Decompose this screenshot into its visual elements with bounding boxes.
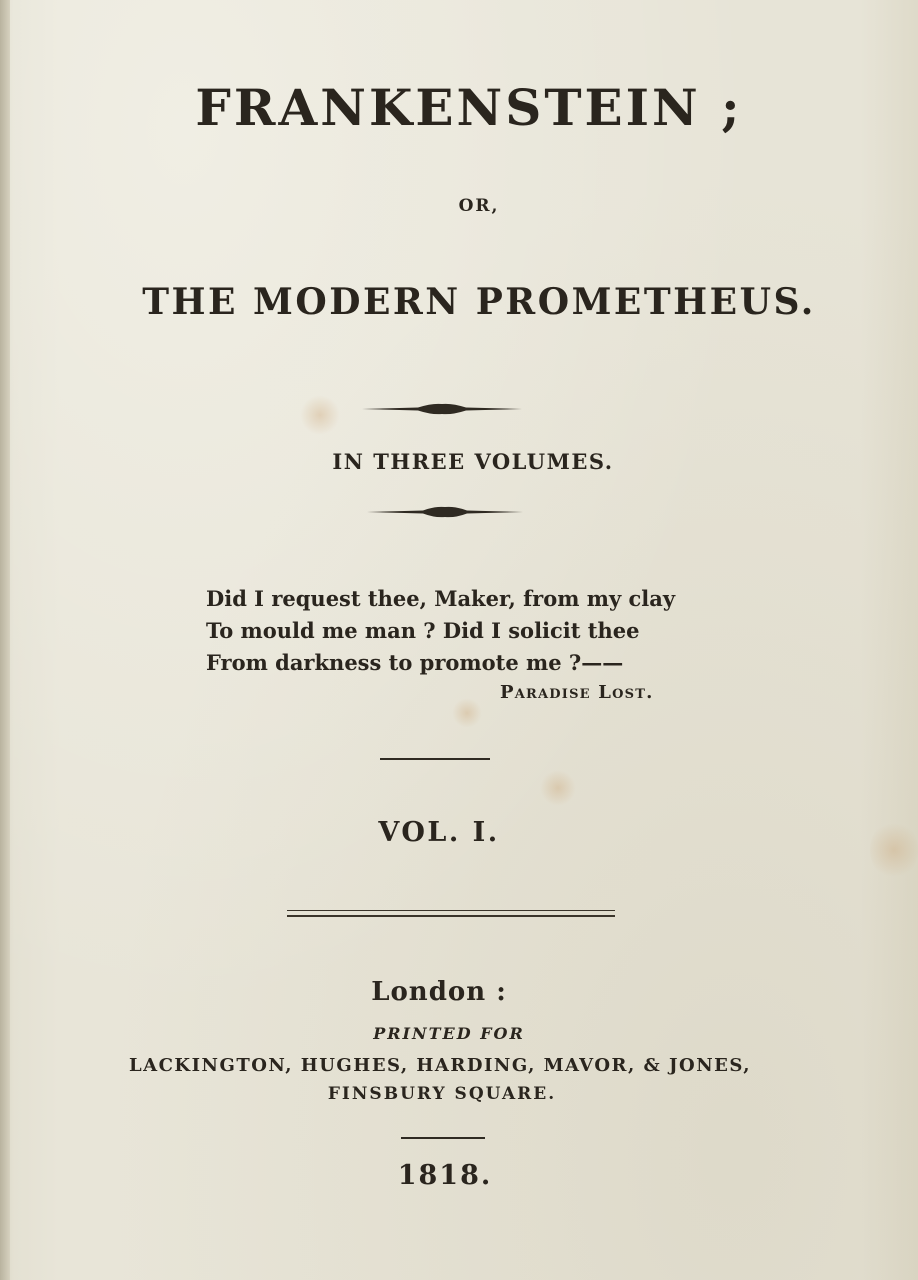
publishers: LACKINGTON, HUGHES, HARDING, MAVOR, & JONES, — [128, 1055, 752, 1076]
epigraph-line: From darkness to promote me ?—— — [206, 650, 624, 675]
epigraph-attribution: Paradise Lost. — [500, 682, 654, 703]
epigraph-line: Did I request thee, Maker, from my clay — [206, 586, 676, 611]
printed-for: PRINTED FOR — [373, 1024, 525, 1043]
volumes-note: IN THREE VOLUMES. — [332, 449, 614, 474]
volume-number: VOL. I. — [378, 817, 500, 848]
imprint-place: London : — [371, 977, 507, 1007]
foxing-spot — [540, 770, 576, 806]
book-title: FRANKENSTEIN ; — [195, 78, 743, 137]
short-rule — [401, 1137, 485, 1139]
publication-year: 1818. — [397, 1160, 493, 1191]
epigraph-line: To mould me man ? Did I solicit thee — [206, 618, 640, 643]
foxing-spot — [452, 698, 482, 728]
publisher-address: FINSBURY SQUARE. — [327, 1084, 557, 1104]
title-conjunction: OR, — [458, 196, 500, 216]
ornamental-rule-top — [362, 402, 522, 416]
book-subtitle: THE MODERN PROMETHEUS. — [142, 281, 816, 323]
ornamental-rule-middle — [367, 505, 523, 519]
short-rule — [380, 758, 490, 760]
foxing-spot — [300, 395, 340, 435]
epigraph — [206, 583, 675, 679]
double-rule — [287, 910, 615, 917]
